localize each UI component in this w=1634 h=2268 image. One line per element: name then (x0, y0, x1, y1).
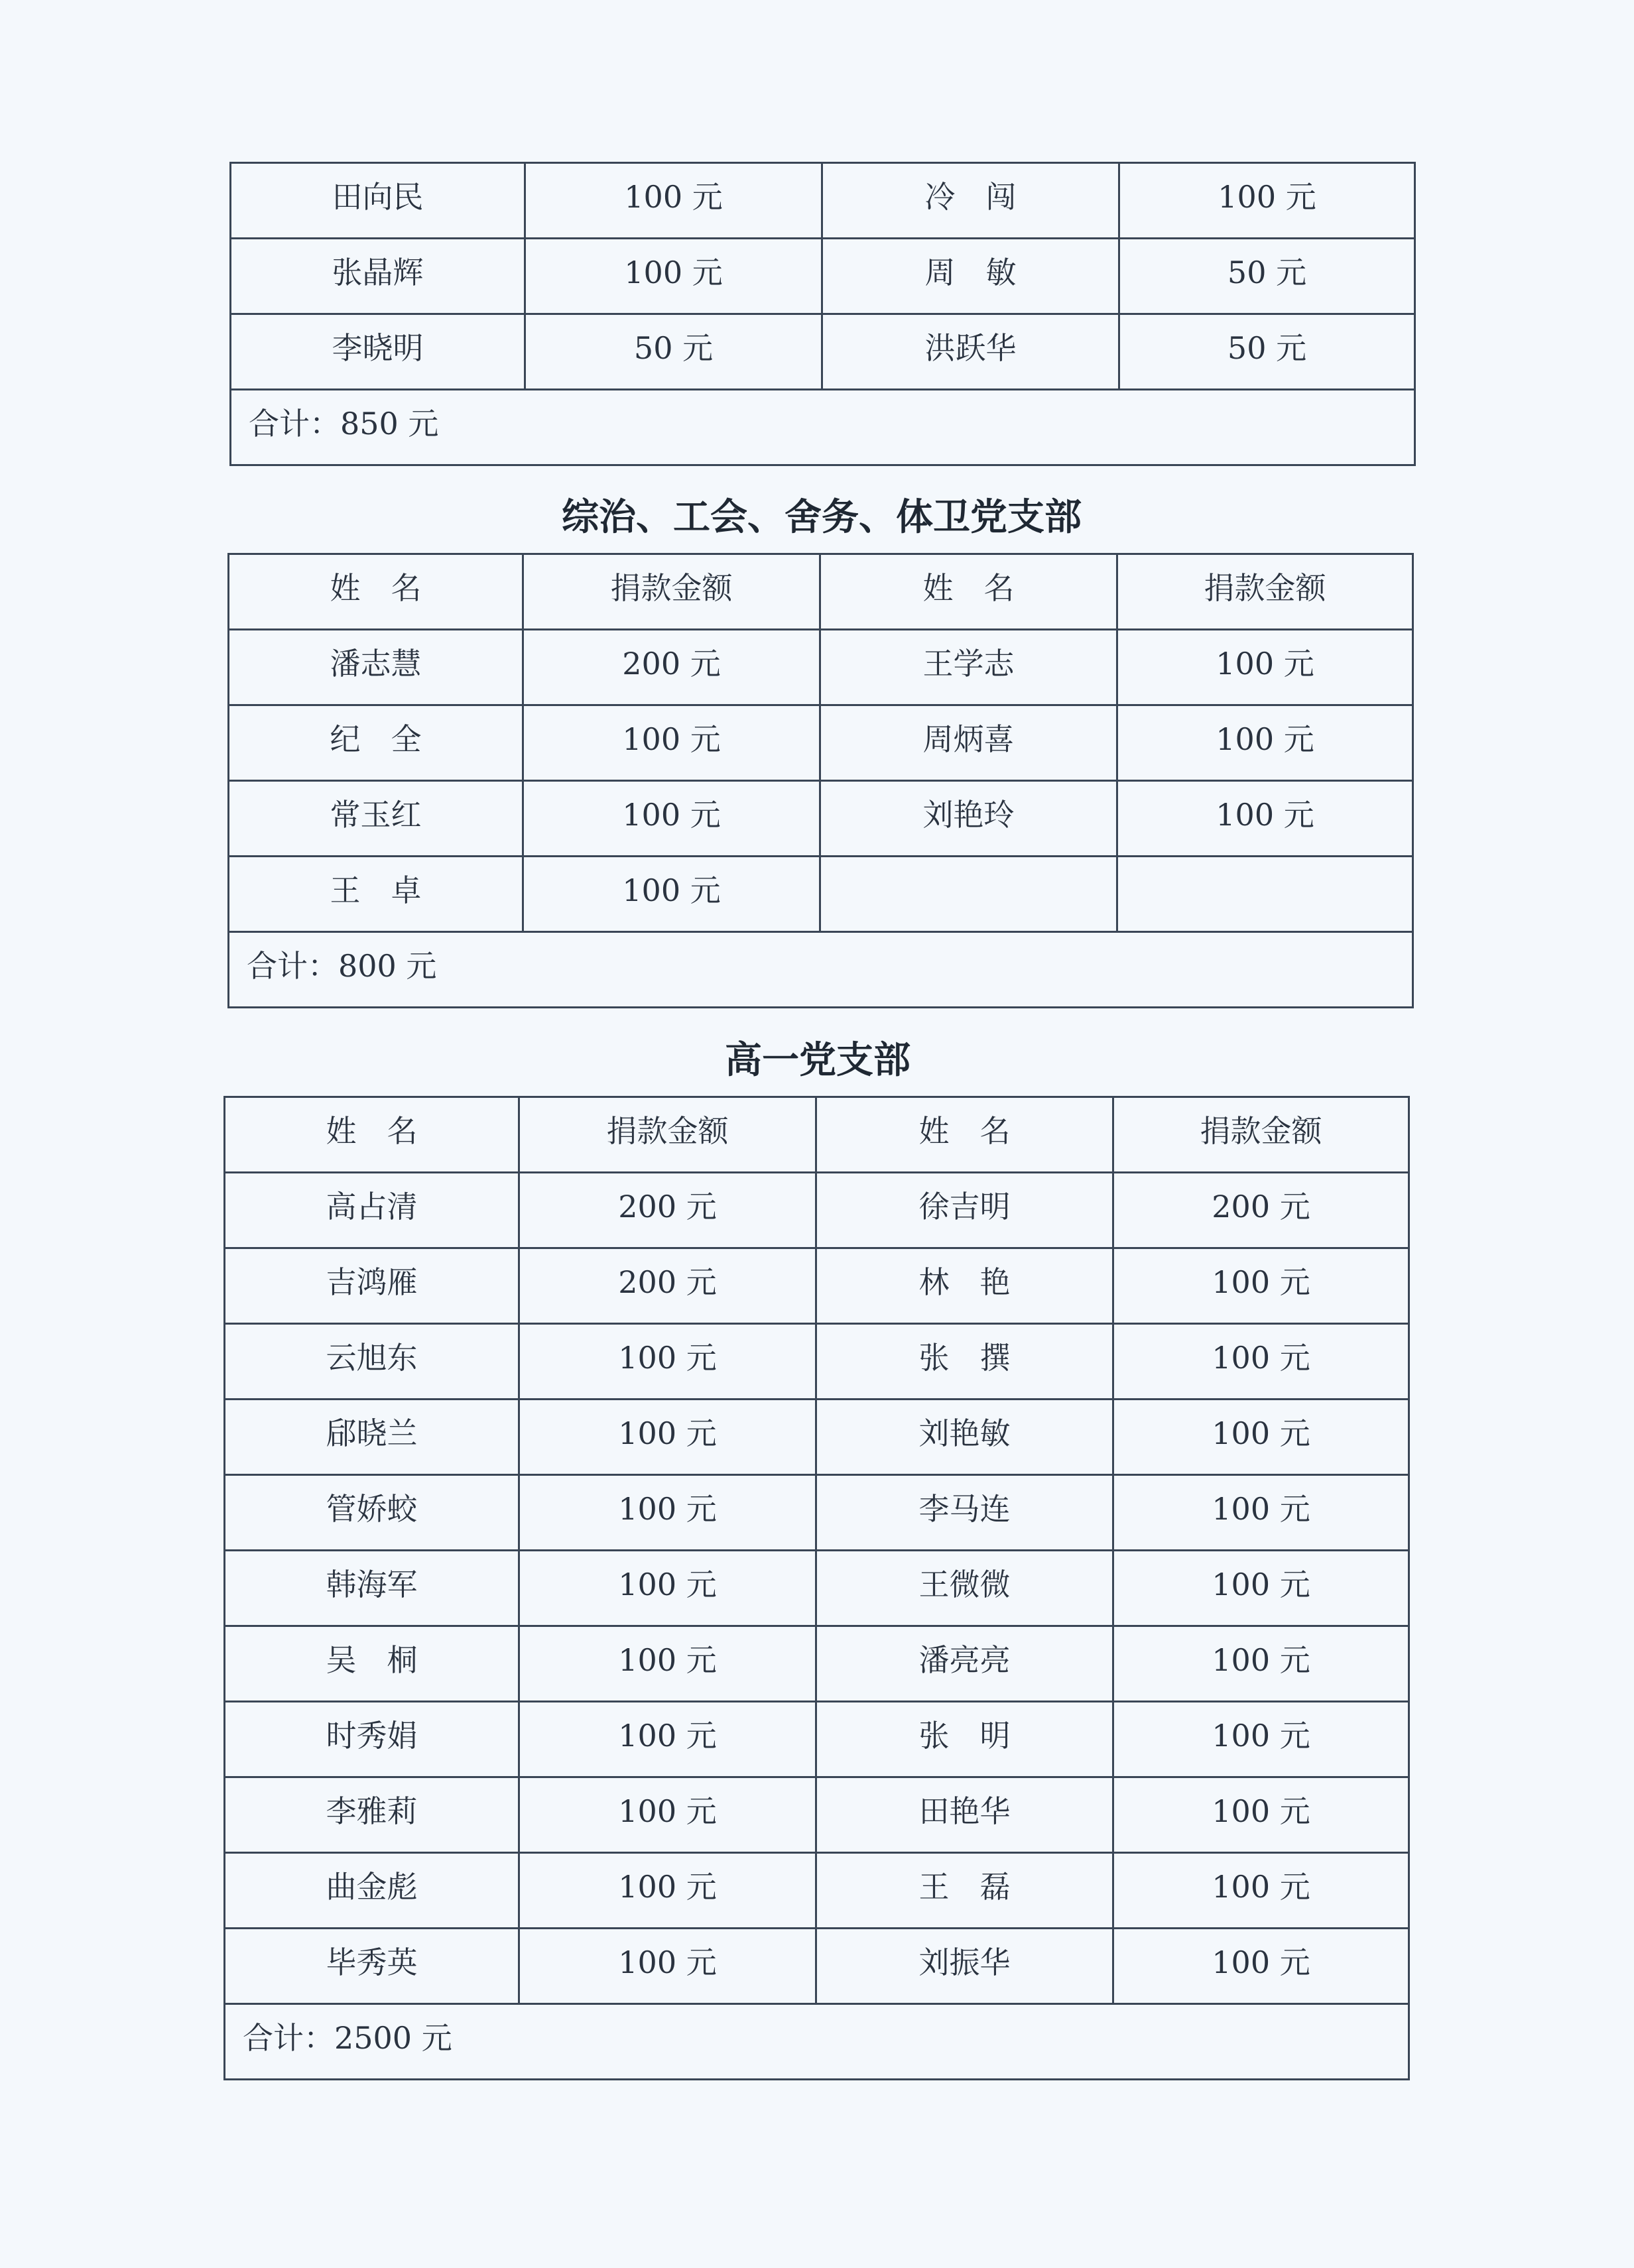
amount-cell: 100 元 (525, 239, 822, 314)
table-row (225, 1475, 1409, 1551)
total-cell: 合计：2500 元 (225, 2004, 1409, 2080)
header-amount: 捐款金额 (1113, 1097, 1409, 1173)
total-cell: 合计：800 元 (229, 932, 1413, 1008)
amount-cell: 100 元 (1113, 1777, 1409, 1853)
name-cell: 李雅莉 (225, 1777, 519, 1853)
table-row (225, 1929, 1409, 2004)
amount-cell: 100 元 (525, 163, 822, 239)
amount-cell: 100 元 (1113, 1475, 1409, 1551)
amount-cell: 100 元 (1113, 1400, 1409, 1475)
table-row (225, 1777, 1409, 1853)
amount-cell: 200 元 (1113, 1173, 1409, 1248)
header-amount: 捐款金额 (523, 554, 820, 630)
name-cell: 潘亮亮 (816, 1626, 1113, 1702)
header-name: 姓 名 (816, 1097, 1113, 1173)
amount-cell: 100 元 (519, 1853, 816, 1929)
name-cell: 张 明 (816, 1702, 1113, 1777)
name-cell: 王学志 (820, 630, 1117, 705)
name-cell: 刘艳敏 (816, 1400, 1113, 1475)
donation-table-zongzhi (227, 553, 1414, 1008)
name-cell: 刘艳玲 (820, 781, 1117, 857)
amount-cell: 200 元 (519, 1173, 816, 1248)
name-cell (820, 857, 1117, 932)
table-row (225, 1551, 1409, 1626)
header-name: 姓 名 (820, 554, 1117, 630)
amount-cell: 100 元 (1117, 705, 1413, 781)
amount-cell: 100 元 (523, 857, 820, 932)
name-cell: 时秀娟 (225, 1702, 519, 1777)
amount-cell: 50 元 (1119, 314, 1415, 390)
name-cell: 纪 全 (229, 705, 523, 781)
name-cell: 李马连 (816, 1475, 1113, 1551)
amount-cell: 100 元 (519, 1929, 816, 2004)
total-row (225, 2004, 1409, 2080)
header-amount: 捐款金额 (519, 1097, 816, 1173)
name-cell: 曲金彪 (225, 1853, 519, 1929)
name-cell: 郈晓兰 (225, 1400, 519, 1475)
amount-cell: 100 元 (519, 1551, 816, 1626)
amount-cell: 100 元 (1113, 1324, 1409, 1400)
section-title-gaoyi: 高一党支部 (725, 1038, 911, 1082)
table-row (231, 314, 1415, 390)
section-title-zongzhi: 综治、工会、舍务、体卫党支部 (562, 495, 1082, 539)
table-row (229, 630, 1413, 705)
table-row (225, 1248, 1409, 1324)
table-header-row (225, 1097, 1409, 1173)
amount-cell: 100 元 (1113, 1853, 1409, 1929)
amount-cell: 100 元 (519, 1400, 816, 1475)
amount-cell: 100 元 (519, 1626, 816, 1702)
table-row (229, 781, 1413, 857)
amount-cell (1117, 857, 1413, 932)
name-cell: 管娇蛟 (225, 1475, 519, 1551)
amount-cell: 100 元 (1117, 781, 1413, 857)
table-header-row (229, 554, 1413, 630)
table-row (229, 705, 1413, 781)
amount-cell: 100 元 (1113, 1626, 1409, 1702)
amount-cell: 200 元 (523, 630, 820, 705)
name-cell: 潘志慧 (229, 630, 523, 705)
table-row (225, 1400, 1409, 1475)
total-row (229, 932, 1413, 1008)
table-row (225, 1324, 1409, 1400)
name-cell: 吉鸿雁 (225, 1248, 519, 1324)
table-row (229, 857, 1413, 932)
table-row (225, 1702, 1409, 1777)
amount-cell: 100 元 (519, 1475, 816, 1551)
amount-cell: 100 元 (519, 1324, 816, 1400)
amount-cell: 100 元 (519, 1777, 816, 1853)
amount-cell: 50 元 (1119, 239, 1415, 314)
donation-table-gaoyi (223, 1096, 1410, 2080)
total-row (231, 390, 1415, 465)
name-cell: 王微微 (816, 1551, 1113, 1626)
amount-cell: 50 元 (525, 314, 822, 390)
name-cell: 周 敏 (822, 239, 1119, 314)
table-row (225, 1173, 1409, 1248)
amount-cell: 100 元 (1117, 630, 1413, 705)
donation-table-continued (229, 162, 1416, 466)
name-cell: 高占清 (225, 1173, 519, 1248)
table-row (225, 1853, 1409, 1929)
name-cell: 田艳华 (816, 1777, 1113, 1853)
name-cell: 常玉红 (229, 781, 523, 857)
amount-cell: 100 元 (1113, 1551, 1409, 1626)
amount-cell: 100 元 (523, 781, 820, 857)
name-cell: 冷 闯 (822, 163, 1119, 239)
table-row (225, 1626, 1409, 1702)
name-cell: 田向民 (231, 163, 525, 239)
table-row (231, 163, 1415, 239)
name-cell: 徐吉明 (816, 1173, 1113, 1248)
amount-cell: 100 元 (523, 705, 820, 781)
table-row (231, 239, 1415, 314)
total-cell: 合计：850 元 (231, 390, 1415, 465)
header-amount: 捐款金额 (1117, 554, 1413, 630)
name-cell: 张 撰 (816, 1324, 1113, 1400)
name-cell: 李晓明 (231, 314, 525, 390)
name-cell: 韩海军 (225, 1551, 519, 1626)
amount-cell: 100 元 (1113, 1929, 1409, 2004)
header-name: 姓 名 (225, 1097, 519, 1173)
amount-cell: 100 元 (1119, 163, 1415, 239)
name-cell: 刘振华 (816, 1929, 1113, 2004)
name-cell: 王 卓 (229, 857, 523, 932)
name-cell: 云旭东 (225, 1324, 519, 1400)
name-cell: 王 磊 (816, 1853, 1113, 1929)
header-name: 姓 名 (229, 554, 523, 630)
name-cell: 周炳喜 (820, 705, 1117, 781)
name-cell: 张晶辉 (231, 239, 525, 314)
amount-cell: 100 元 (519, 1702, 816, 1777)
amount-cell: 100 元 (1113, 1248, 1409, 1324)
amount-cell: 100 元 (1113, 1702, 1409, 1777)
name-cell: 林 艳 (816, 1248, 1113, 1324)
name-cell: 毕秀英 (225, 1929, 519, 2004)
name-cell: 洪跃华 (822, 314, 1119, 390)
name-cell: 吴 桐 (225, 1626, 519, 1702)
amount-cell: 200 元 (519, 1248, 816, 1324)
